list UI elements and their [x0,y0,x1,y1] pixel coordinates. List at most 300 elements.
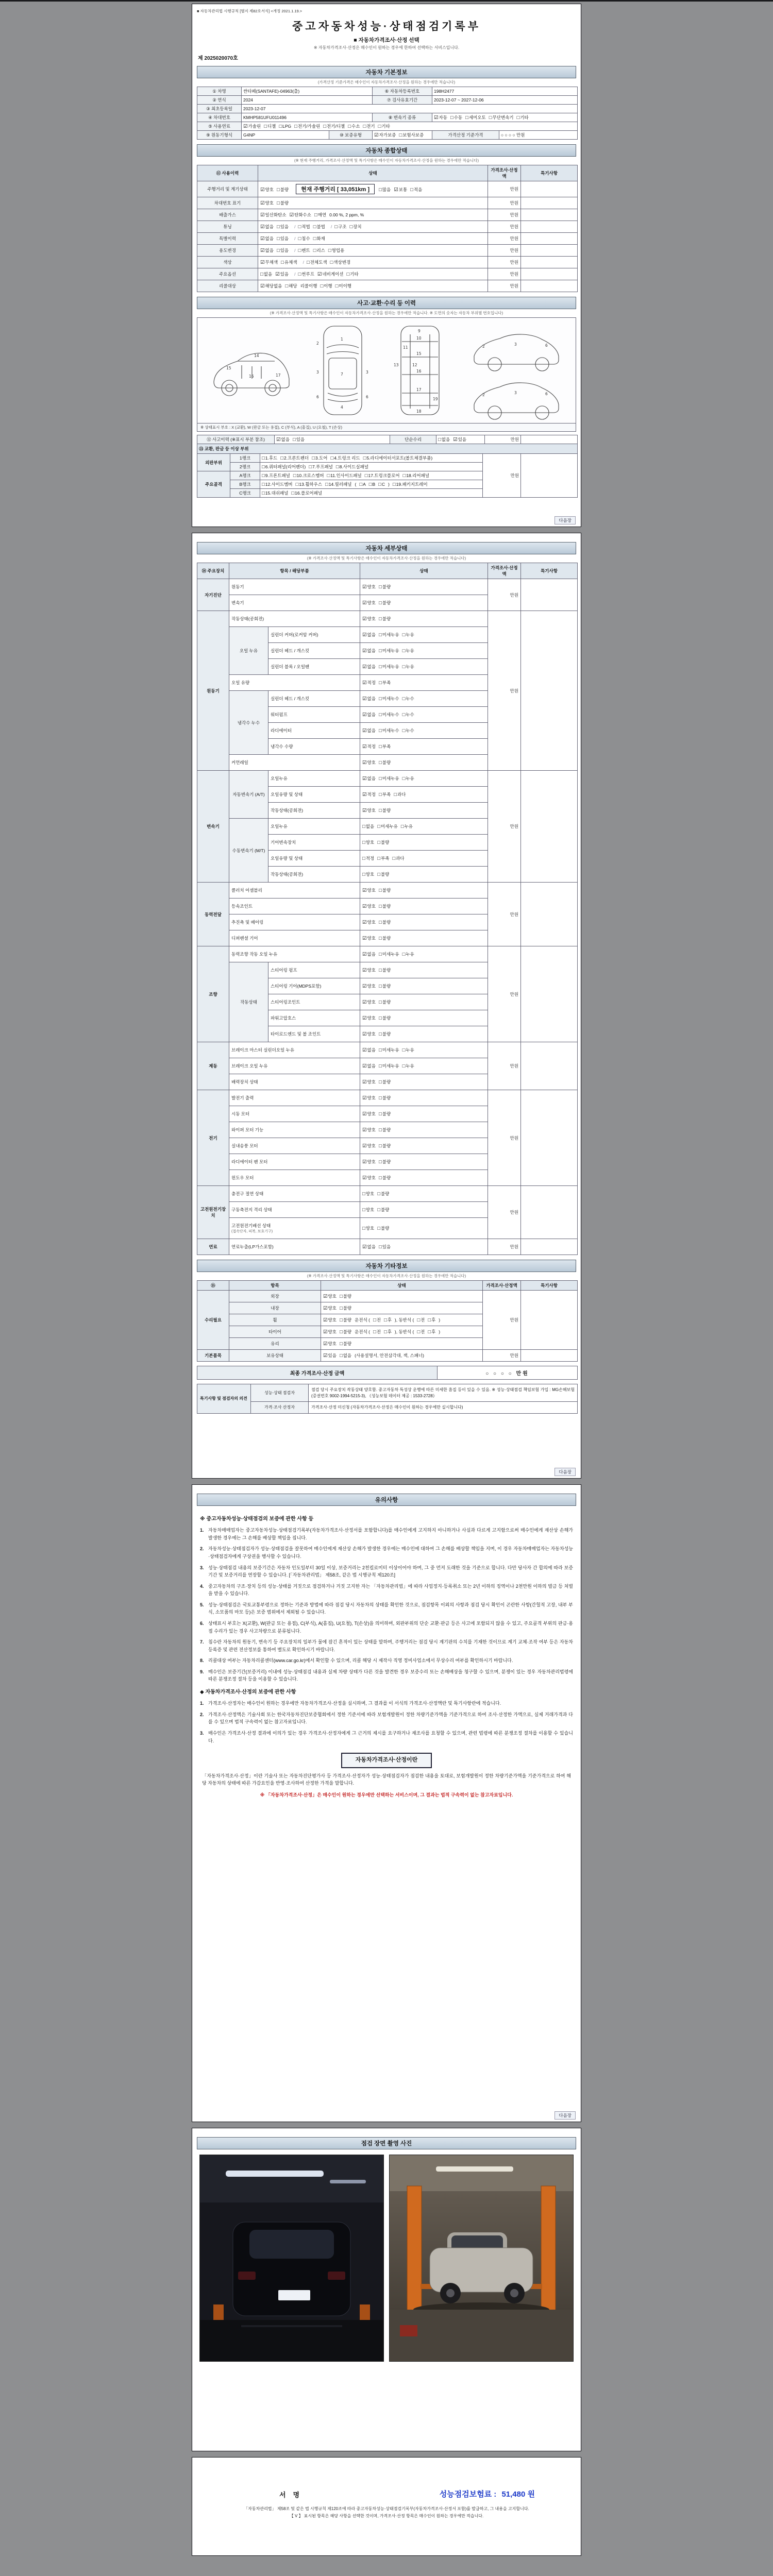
checkbox-option [313,247,325,253]
svg-text:11: 11 [403,345,408,350]
checkbox-option [362,855,374,861]
item-cell: 고전원전기배선 상태 (접속단자, 피복, 보호기구) [229,1218,360,1239]
checkbox-label: 장치 [353,224,362,229]
status-cell [360,994,488,1010]
item-note: (접속단자, 피복, 보호기구) [231,1230,273,1233]
item-cell: 브레이크 오일 누유 [229,1058,360,1074]
checkbox-label: 있음 [280,236,289,241]
checkbox-option [340,1305,351,1311]
item-cell: 브레이크 마스터 실린더오일 누유 [229,1042,360,1058]
simple-repair-options [436,435,485,444]
notice-body [197,1506,576,1801]
checkbox-glyph: □ [378,1031,382,1037]
car-underbody-diagram [390,321,450,420]
checkbox-glyph: □ [378,664,382,670]
pricing-definition-box [200,1753,573,1768]
checkbox-label: 누유 [406,632,414,637]
checkbox-label: 불량 [343,1306,352,1311]
checkbox-label: 양호 [367,888,376,893]
next-page-link[interactable]: 다음장 [554,516,576,524]
checkbox-option [379,1095,391,1101]
status-cell [360,1202,488,1218]
checkbox-option [313,235,325,242]
status-cell [360,1106,488,1122]
checkbox-option [394,791,406,798]
notice-item [200,1583,573,1598]
checkbox-glyph: □ [378,952,382,957]
checkbox-glyph: □ [335,283,339,289]
checkbox-option [362,935,376,941]
svg-text:6: 6 [545,343,548,348]
checkbox-option [374,132,396,138]
item-cell: 외장 [229,1291,321,1302]
checkbox-label: 세미오토 [468,115,486,120]
item-cell: 기어변속장치 [268,835,360,851]
checkbox-glyph: □ [262,473,265,479]
panel-items-cell [260,480,483,489]
checkbox-glyph: □ [262,482,265,487]
field-label: ① 차명 [197,87,242,96]
checkbox-option [323,1293,337,1299]
checkbox-glyph: □ [362,1191,365,1197]
checkbox-label: 불량 [382,1079,391,1084]
checkbox-glyph: ☑ [323,1294,328,1299]
checkbox-label: 후 [431,1317,436,1323]
damage-code-legend: ※ 상태표시 부호 : X (교환), W (판금 또는 용접), C (부식), A (흠집), U (요철), T (손상) [197,423,576,432]
pricing-optional-note: ※ 「자동차가격조사·산정」은 매수인이 원하는 경우에만 선택하는 서비스이며, 그 결과는 법적 구속력이 없는 참고자료입니다. [260,1792,513,1798]
checkbox-glyph: □ [378,920,382,925]
checkbox-glyph: □ [362,1207,365,1213]
checkbox-glyph: ☑ [362,1159,367,1165]
note-cell [521,209,578,221]
status-text: ), 동반석 ( [394,1329,414,1334]
column-header: 특기사항 [521,1281,578,1291]
checkbox-option [379,951,399,957]
form-page-4-photos [192,2128,581,2451]
status-cell [360,835,488,851]
item-label: 리콜대상 [197,280,258,292]
checkbox-option [379,983,391,989]
signature-notes [197,2505,576,2519]
next-page-link[interactable]: 다음장 [554,1468,576,1476]
rank-cell: 1랭크 [230,454,260,463]
checkbox-label: 적음 [413,187,423,192]
status-cell [258,245,488,257]
checkbox-glyph: ☑ [362,648,367,654]
checkbox-option [465,114,486,121]
sub-group-cell: 냉각수 누수 [229,691,268,755]
checkbox-option [453,436,466,443]
checkbox-option [327,472,362,479]
price-cell: 만원 [488,1186,521,1239]
checkbox-glyph: □ [339,1329,343,1335]
opinion-role-performance: 성능·상태 점검자 [251,1384,309,1402]
checkbox-option [379,1111,391,1117]
checkbox-option [379,967,391,973]
checkbox-label: 12.사이드멤버 [265,482,293,487]
column-header: 항목 / 해당부품 [229,563,360,579]
item-cell: 등속조인트 [229,899,360,914]
table-row [197,1350,578,1362]
note-cell [521,579,578,611]
device-group-cell: 동력전달 [197,883,229,946]
checkbox-glyph: □ [378,1111,382,1117]
item-cell: 냉각수 수량 [268,739,360,755]
notice-item-number: 1. [200,1701,204,1706]
checkbox-option [394,187,407,193]
status-cell [360,627,488,643]
checkbox-option [377,855,389,861]
table-row [197,87,578,96]
item-cell: 워터펌프 [268,707,360,723]
item-cell: 변속기 [229,595,360,611]
category-cell: 외판부위 [197,454,230,471]
checkbox-option [323,1329,337,1335]
checkbox-option [294,123,320,129]
rank-cell: B랭크 [230,480,260,489]
checkbox-glyph: □ [377,1207,380,1213]
table-row [197,131,578,140]
checkbox-option [277,224,289,230]
checkbox-option [402,1063,414,1069]
svg-text:9: 9 [418,329,421,333]
checkbox-option [362,1015,376,1021]
checkbox-label: 이행 [324,283,332,289]
checkbox-glyph: □ [378,792,382,798]
section-accident-note: (※ 가격조사·산정액 및 특기사항은 매수인이 자동차가격조사·산정을 원하는 경우에만 적습니다. ※ 도면의 숫자는 자동차 부위별 번호입니다) [270,311,503,315]
checkbox-glyph: □ [402,712,406,718]
checkbox-option [323,1305,337,1311]
checkbox-glyph: □ [394,792,397,798]
checkbox-glyph: □ [298,248,301,253]
field-label: ⑥ 자동차등록번호 [373,87,432,96]
checkbox-label: 무채색 [265,260,278,265]
price-cell: 만원 [488,233,521,245]
checkbox-label: 양호 [367,1143,376,1148]
checkbox-option [379,743,391,750]
note-cell [521,454,578,498]
checkbox-label: 기타 [381,124,390,129]
item-cell: 원동기 [229,579,360,595]
checkbox-option [262,455,277,461]
checkbox-option [402,632,414,638]
item-label: 차대번호 표기 [197,197,258,209]
notice-item-text: 매수인은 가격조사·산정 결과에 이의가 있는 경우 가격조사·산정자에게 그 근거의 제시를 요구하거나 재조사를 요청할 수 있으며, 관련 법령에 따른 분쟁조정 절차를 이용할 수 있습니다. [208,1730,573,1743]
device-group-cell: 원동기 [197,611,229,771]
table-row [197,883,578,899]
checkbox-glyph: □ [294,124,297,129]
checkbox-option [340,1317,351,1323]
etc-info-table [197,1280,578,1362]
device-group-cell: 자기진단 [197,579,229,611]
status-text: ( [355,482,357,487]
checkbox-glyph: □ [378,1047,382,1053]
checkbox-label: 미세누수 [382,696,399,701]
checkbox-glyph: □ [402,664,406,670]
checkbox-glyph: ☑ [434,115,439,121]
checkbox-option [362,1225,374,1231]
checkbox-option [262,481,293,487]
notice-item-number: 1. [200,1528,204,1533]
item-cell: 오일누유 [268,819,360,835]
status-cell [321,1338,483,1350]
checkbox-option [362,743,376,750]
checkbox-glyph: □ [378,744,382,750]
checkbox-label: 양호 [365,1226,375,1231]
rank-cell: 2랭크 [230,463,260,471]
checkbox-label: 많음 [382,187,391,192]
checkbox-label: 양호 [367,760,376,765]
checkbox-label: 불량 [380,1207,390,1212]
status-cell [321,1326,483,1338]
checkbox-label: 있음 [328,1353,337,1358]
checkbox-option [328,247,344,253]
checkbox-option [260,271,272,277]
checkbox-option [260,235,274,242]
status-text: ) [388,482,390,487]
checkbox-option [359,482,365,487]
status-cell [360,1074,488,1090]
status-text: (사용설명서, 안전삼각대, 잭, 스패너) [355,1353,424,1358]
checkbox-option [362,791,376,798]
table-row [197,221,578,233]
item-label: 튜닝 [197,221,258,233]
table-row [197,579,578,595]
checkbox-option [362,632,376,638]
status-cell [360,851,488,867]
checkbox-label: 화재 [316,236,325,241]
checkbox-label: 불량 [280,200,289,206]
document-page-column [192,4,581,2556]
table-row [197,197,578,209]
table-row [197,1042,578,1058]
checkbox-glyph: □ [378,1143,382,1149]
checkbox-glyph: □ [378,482,381,487]
checkbox-label: 보통 [398,187,408,192]
checkbox-glyph: □ [312,455,315,461]
checkbox-option [362,1159,376,1165]
table-header-row [197,563,578,579]
note-cell [521,946,578,1042]
checkbox-option [434,114,447,121]
inspection-insurance-premium [440,2488,535,2499]
checkbox-option [362,1111,376,1117]
checkbox-glyph: ☑ [362,1143,367,1149]
etc-group-cell: 기본품목 [197,1350,229,1362]
checkbox-option [298,224,310,230]
checkbox-glyph: □ [292,437,296,443]
checkbox-option [379,584,391,590]
table-row [197,245,578,257]
checkbox-label: 양호 [367,1095,376,1100]
checkbox-glyph: □ [349,224,353,230]
checkbox-label: 불량 [382,1143,391,1148]
checkbox-glyph: ☑ [362,920,367,925]
item-cell: 디퍼렌셜 기어 [229,930,360,946]
separator-slash: / [294,236,296,241]
item-cell: 타이어 [229,1326,321,1338]
checkbox-label: 양호 [328,1329,337,1334]
item-cell: 오일유량 및 상태 [268,851,360,867]
notice-item-text: 자동차매매업자는 중고자동차성능·상태점검기록부(자동차가격조사·산정서를 포함합니다)를 매수인에게 고지하지 아니하거나 사실과 다르게 고지함으로써 매수인에게 재산상 손해가 발생한 경우에는 그 손해를 배상할 책임을 집니다. [208,1528,573,1540]
checkbox-option [262,472,290,479]
sub-group-cell: 오일 누유 [229,627,268,675]
status-cell [258,233,488,245]
checkbox-glyph: □ [383,1329,387,1335]
checkbox-glyph: □ [276,224,280,230]
checkbox-glyph: □ [378,1244,382,1250]
checkbox-option [307,259,327,265]
checkbox-option [489,114,514,121]
checkbox-option [277,200,289,206]
checkbox-label: 가솔린 [248,124,261,129]
checkbox-glyph: ☑ [362,1031,367,1037]
checkbox-option [298,271,314,277]
checkbox-glyph: □ [362,872,365,877]
item-cell: 라디에이터 팬 모터 [229,1154,360,1170]
checkbox-glyph: □ [295,482,299,487]
checkbox-glyph: □ [327,473,330,479]
checkbox-option [362,1127,376,1133]
checkbox-option [340,1329,351,1335]
table-row [197,946,578,962]
notice-item-number: 8. [200,1658,204,1664]
checkbox-option [362,903,376,909]
checkbox-glyph: ☑ [323,1317,328,1323]
checkbox-glyph: ☑ [317,272,322,277]
price-cell: 만원 [483,1350,521,1362]
checkbox-glyph: ☑ [260,224,265,230]
status-text: 0.00 %, 2 ppm, % [329,212,364,217]
device-group-cell: 고전원전기장치 [197,1186,229,1239]
transmission-options [432,113,578,122]
notice-item [200,1668,573,1683]
car-top-view-diagram [312,321,373,420]
checkbox-glyph: □ [417,1329,421,1335]
notice-item [200,1620,573,1635]
checkbox-glyph: ☑ [362,696,367,702]
status-cell [360,707,488,723]
checkbox-label: 양호 [367,968,376,973]
checkbox-glyph: ☑ [362,680,367,686]
status-cell [258,257,488,268]
checkbox-option [336,464,368,470]
price-cell: 만원 [488,245,521,257]
checkbox-glyph: ☑ [260,260,265,265]
checkbox-option [317,271,344,277]
checkbox-glyph: □ [378,760,382,766]
checkbox-glyph: □ [314,212,317,218]
checkbox-label: 양호 [367,1175,376,1180]
checkbox-label: 누유 [406,648,414,653]
checkbox-label: 수동 [453,115,463,120]
item-cell: 실린더 블록 / 오일팬 [268,659,360,675]
status-text: 리콜이행 [300,283,317,289]
checkbox-glyph: □ [465,115,468,121]
checkbox-option [277,187,289,193]
checkbox-label: 수소 [351,124,360,129]
note-cell [521,1186,578,1239]
car-side-views-diagram [467,321,565,420]
checkbox-label: 없음 [265,236,274,241]
field-label: 가격산정 기준가격 [432,131,499,140]
price-cell: 만원 [488,209,521,221]
checkbox-option [260,283,282,289]
section-etc-title: 자동차 기타정보 [197,1260,576,1272]
notice-item-text: 리콜대상 여부는 자동차리콜센터(www.car.go.kr)에서 확인할 수 있으며, 리콜 해당 시 제작사 직영 정비사업소에서 무상수리 여부를 확인하시기 바랍니다. [208,1658,513,1664]
checkbox-glyph: □ [262,490,265,496]
checkbox-option [373,1329,381,1335]
next-page-link[interactable]: 다음장 [554,2111,576,2120]
checkbox-glyph: □ [281,260,284,265]
checkbox-label: 양호 [365,840,375,845]
checkbox-option [392,855,404,861]
checkbox-glyph: □ [428,1329,431,1335]
separator-slash: / [303,260,304,265]
status-cell [360,914,488,930]
checkbox-label: 부족 [380,856,390,861]
pricing-definition-text: 「자동차가격조사·산정」이란 기술사 또는 자동차진단평가사 등 가격조사·산정자가 성능·상태점검자가 점검한 내용을 토대로, 보험개발원이 정한 차량기준가액을 기준가격으로 하여 해당 자동차의 상태에 따른 가감요인을 반영·조사하여 산정한 가격을 말합니다. [202,1773,571,1786]
checkbox-glyph: □ [276,200,280,206]
sub-group-cell: 수동변속기 (M/T) [229,819,268,883]
item-cell: 커먼레일 [229,755,360,771]
checkbox-option [320,283,332,289]
notice-item-number: 3. [200,1565,204,1570]
checkbox-glyph: □ [298,236,301,242]
checkbox-label: 양호 [367,936,376,941]
checkbox-glyph: ☑ [323,1306,328,1311]
checkbox-glyph: □ [276,248,280,253]
checkbox-label: 미세누수 [382,728,399,733]
checkbox-glyph: ☑ [260,212,265,218]
checkbox-label: 부족 [382,744,391,749]
checkbox-option [402,1047,414,1053]
checkbox-glyph: ☑ [323,1329,328,1335]
field-value: KMHP581UFU011496 [242,113,373,122]
status-text: 운전석 ( [355,1317,370,1323]
checkbox-option [362,919,376,925]
checkbox-label: 누유 [404,824,413,829]
checkbox-glyph: ☑ [362,728,367,734]
checkbox-glyph: □ [377,872,380,877]
checkbox-glyph: ☑ [362,1244,367,1250]
checkbox-label: 적법 [301,224,310,229]
item-label: 배출가스 [197,209,258,221]
checkbox-label: 불량 [380,1191,390,1196]
notice-item-text: 상태표시 부호는 X(교환), W(판금 또는 용접), C(부식), A(흠집), U(요철), T(손상)을 의미하며, 외판부위의 단순 교환·판금 등은 사고에 포함되지 않을 수 있고, 주요골격 부위의 판금·용접 수리가 있는 경우 사고차량으로 분류됩니다. [208,1620,573,1634]
checkbox-label: 유채색 [284,260,297,265]
checkbox-option [377,1225,389,1231]
note-cell [521,197,578,209]
checkbox-label: 15.대쉬패널 [265,490,289,496]
checkbox-label: 17.트렁크플로어 [368,473,400,478]
note-cell [521,1350,578,1362]
checkbox-option [377,823,398,829]
status-cell [360,611,488,627]
category-cell: 주요골격 [197,471,230,498]
checkbox-glyph: □ [293,473,296,479]
item-cell: 구동축전지 격리 상태 [229,1202,360,1218]
checkbox-label: 양호 [328,1306,337,1311]
checkbox-label: 10.크로스멤버 [296,473,324,478]
checkbox-label: 과다 [396,856,405,861]
checkbox-option [402,951,414,957]
notice-item-text: 침수란 자동차의 원동기, 변속기 등 주요장치의 일부가 물에 잠긴 흔적이 있는 상태를 말하며, 주행거리는 점검 당시 계기판의 수치를 기재한 것이므로 계기 교체·조작 여부 등은 자동차등록증 및 관련 전산정보를 통하여 별도로 확인하시기 바랍니다. [208,1639,573,1652]
section-detail-note: (※ 가격조사·산정액 및 특기사항은 매수인이 자동차가격조사·산정을 원하는 경우에만 적습니다) [307,556,466,561]
checkbox-glyph: □ [378,1015,382,1021]
checkbox-option [450,114,462,121]
checkbox-label: 불량 [382,999,391,1005]
